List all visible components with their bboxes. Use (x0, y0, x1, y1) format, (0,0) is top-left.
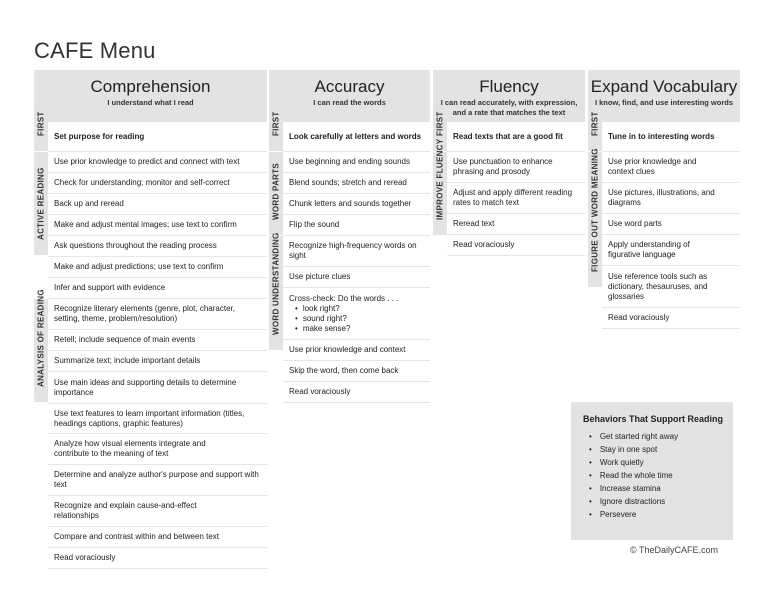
cross-check-item (283, 288, 430, 340)
comprehension-first-section (34, 111, 267, 152)
list-item: Ask questions throughout the reading process (48, 236, 267, 257)
section-label (34, 111, 48, 152)
list-item: Make and adjust predictions; use text to confirm (48, 257, 267, 278)
section-label (269, 111, 283, 152)
list-item: Look carefully at letters and words (283, 122, 430, 152)
list-item: Read voraciously (602, 308, 740, 329)
list-item: Analyze how visual elements integrate and contribute to the meaning of text (48, 434, 267, 465)
cross-check-bullets (289, 304, 430, 334)
list-item: Read voraciously (283, 382, 430, 403)
analysis-of-reading-label: ANALYSIS OF READING (36, 289, 46, 387)
list-item: Use word parts (602, 214, 740, 235)
section-label (588, 148, 602, 288)
list-item: Recognize high-frequency words on sight (283, 236, 430, 267)
vocabulary-first-section (588, 111, 740, 152)
word-parts-label: WORD PARTS (271, 162, 281, 220)
behavior-item: • Stay in one spot (589, 443, 723, 456)
comprehension-title: Comprehension (90, 77, 211, 96)
list-item: Blend sounds; stretch and reread (283, 173, 430, 194)
figure-out-word-meaning-section (588, 148, 740, 329)
behavior-item: • Work quietly (589, 456, 723, 469)
list-item: Compare and contrast within and between text (48, 527, 267, 548)
fluency-subtitle: I can read accurately, with expression, and a rate that matches the text (440, 98, 578, 117)
list-item: Check for understanding; monitor and self-correct (48, 173, 267, 194)
fluency-title: Fluency (479, 77, 539, 96)
list-item: Use prior knowledge and context (283, 340, 430, 361)
active-reading-section (34, 152, 267, 299)
list-item: Use beginning and ending sounds (283, 152, 430, 173)
section-label (34, 289, 48, 403)
list-item: Reread text (447, 214, 585, 235)
list-item: Back up and reread (48, 194, 267, 215)
list-item: Use prior knowledge to predict and connect with text (48, 152, 267, 173)
first-label: FIRST (36, 111, 46, 136)
accuracy-header (269, 70, 430, 122)
list-item: Use pictures, illustrations, and diagrams (602, 183, 740, 214)
behavior-item: • Persevere (589, 508, 723, 521)
word-understanding-section (269, 232, 430, 403)
section-label (269, 152, 283, 236)
list-item: Read voraciously (48, 548, 267, 569)
active-reading-label: ACTIVE READING (36, 167, 46, 240)
list-item: Retell; include sequence of main events (48, 330, 267, 351)
fluency-column (433, 70, 585, 257)
improve-fluency-label: IMPROVE FLUENCY (435, 138, 445, 220)
list-item: Skip the word, then come back (283, 361, 430, 382)
page-title: CAFE Menu (34, 38, 156, 63)
accuracy-title: Accuracy (314, 77, 385, 96)
list-item: Tune in to interesting words (602, 122, 740, 152)
vocabulary-header (588, 70, 740, 122)
comprehension-column (34, 70, 267, 569)
vocabulary-column (588, 70, 740, 329)
fluency-first-section (433, 111, 585, 152)
list-item: Make and adjust mental images; use text to confirm (48, 215, 267, 236)
first-label: FIRST (271, 111, 281, 136)
cross-check-text: Cross-check: Do the words . . . (289, 294, 399, 303)
list-item: Summarize text; include important details (48, 351, 267, 372)
list-item: Use main ideas and supporting details to determine importance (48, 372, 267, 404)
analysis-of-reading-section (34, 289, 267, 569)
list-item: Recognize literary elements (genre, plot, character, setting, theme, problem/resolution) (48, 299, 267, 330)
list-item: Read texts that are a good fit (447, 122, 585, 152)
copyright-text: © TheDailyCAFE.com (630, 545, 718, 555)
list-item: Flip the sound (283, 215, 430, 236)
list-item: Adjust and apply different reading rates to match text (447, 183, 585, 214)
list-item: Read voraciously (447, 235, 585, 256)
behaviors-title: Behaviors That Support Reading (583, 414, 724, 424)
section-label (34, 152, 48, 256)
first-label: FIRST (435, 111, 445, 136)
word-understanding-label: WORD UNDERSTANDING (271, 232, 281, 335)
list-item: Set purpose for reading (48, 122, 267, 152)
section-label (433, 138, 447, 236)
accuracy-column (269, 70, 430, 403)
improve-fluency-section (433, 138, 585, 257)
list-item: Infer and support with evidence (48, 278, 267, 299)
accuracy-first-section (269, 111, 430, 152)
list-item: Use prior knowledge and context clues (602, 152, 740, 183)
accuracy-subtitle: I can read the words (313, 98, 386, 107)
behaviors-box (571, 402, 733, 540)
list-item: Chunk letters and sounds together (283, 194, 430, 215)
bullet-item: • sound right? (295, 314, 430, 324)
list-item: Recognize and explain cause-and-effect relationships (48, 496, 267, 527)
list-item: Use text features to learn important information (titles, headings captions, graphic features) (48, 404, 267, 434)
comprehension-subtitle: I understand what I read (107, 98, 194, 107)
behavior-item: • Ignore distractions (589, 495, 723, 508)
first-label: FIRST (590, 111, 600, 136)
word-parts-section (269, 152, 430, 236)
fluency-header (433, 70, 585, 122)
list-item: Apply understanding of figurative language (602, 235, 740, 266)
vocabulary-subtitle: I know, find, and use interesting words (594, 98, 734, 107)
list-item: Use punctuation to enhance phrasing and prosody (447, 152, 585, 183)
list-item: Determine and analyze author's purpose and support with text (48, 465, 267, 496)
behavior-item: • Read the whole time (589, 469, 723, 482)
list-item: Use reference tools such as dictionary, thesauruses, and glossaries (602, 266, 740, 308)
section-label (269, 232, 283, 351)
behaviors-list (583, 430, 723, 521)
figure-out-word-meaning-label: FIGURE OUT WORD MEANING (590, 148, 600, 272)
list-item: Use picture clues (283, 267, 430, 288)
behavior-item: • Increase stamina (589, 482, 723, 495)
bullet-item: • look right? (295, 304, 430, 314)
bullet-item: • make sense? (295, 324, 430, 334)
vocabulary-title: Expand Vocabulary (590, 77, 738, 96)
comprehension-header (34, 70, 267, 122)
behavior-item: • Get started right away (589, 430, 723, 443)
